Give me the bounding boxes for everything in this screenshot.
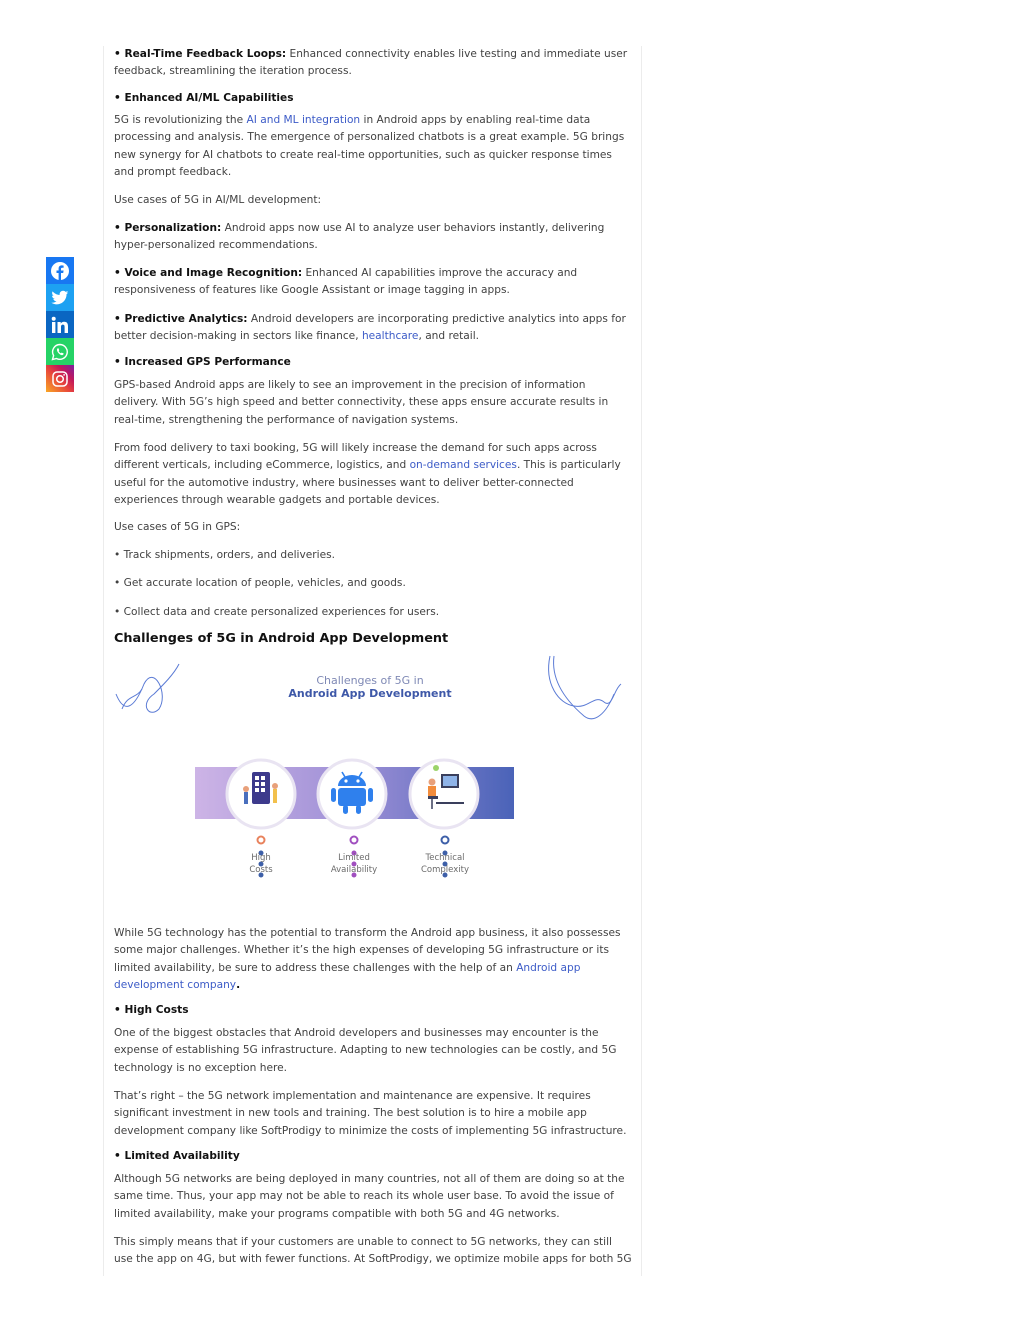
limited-availability-paragraph-1: Although 5G networks are being deployed in many countries, not all of them are doing so at the same time. Thus, your app may not be able to reach its whole user base. To avoid the issue of limited availability, make your programs compatible with both 5G and 4G networks. <box>114 1173 625 1220</box>
infographic-title-line1: Challenges of 5G in <box>316 674 424 687</box>
high-costs-paragraph-2: That’s right – the 5G network implementation and maintenance are expensive. It requires significant investment in new tools and training. The best solution is to hire a mobile app development company like SoftProdigy to minimize the costs of implementing 5G infrastructure. <box>114 1090 627 1137</box>
linkedin-share-button[interactable] <box>46 311 74 338</box>
gps-bullet-2: • Get accurate location of people, vehicles, and goods. <box>114 577 406 589</box>
gps-heading: • Increased GPS Performance <box>114 356 291 368</box>
gps-bullet-3: • Collect data and create personalized experiences for users. <box>114 606 440 618</box>
decor-squiggle-right-2 <box>554 656 614 719</box>
limited-availability-heading: • Limited Availability <box>114 1150 240 1162</box>
high-costs-paragraph-1: One of the biggest obstacles that Android developers and businesses may encounter is the expense of establishing 5G infrastructure. Adapting to new technologies can be costly, and 5G technology is no exception here. <box>114 1027 617 1074</box>
twitter-icon <box>51 290 69 306</box>
social-share-bar <box>46 257 74 392</box>
on-demand-services-link[interactable]: on-demand services <box>409 459 517 472</box>
healthcare-link[interactable]: healthcare <box>361 330 419 343</box>
gps-paragraph-2: From food delivery to taxi booking, 5G will likely increase the demand for such apps across different verticals, including eCommerce, logistics, and on-demand services. This is particularly useful for the automotive industry, where businesses want to deliver better-connected experiences through wearable gadgets and portable devices. <box>114 442 621 506</box>
linkedin-icon <box>51 316 69 334</box>
gps-bullet-1: • Track shipments, orders, and deliveries. <box>114 549 335 561</box>
challenges-intro: While 5G technology has the potential to transform the Android app business, it also possesses some major challenges. Whether it’s the high expenses of developing 5G infrastructure or its limited availability, be sure to address these challenges with the help of an Android app development company. <box>114 927 621 991</box>
decor-squiggle-right <box>549 656 621 706</box>
infographic-title-line2: Android App Development <box>288 687 452 700</box>
gps-use-cases-intro: Use cases of 5G in GPS: <box>114 521 241 533</box>
content-border-left <box>103 46 104 1276</box>
challenges-section-title: Challenges of 5G in Android App Development <box>114 631 449 646</box>
realtime-feedback-item <box>114 46 632 81</box>
whatsapp-icon <box>51 343 69 361</box>
limited-availability-paragraph-2: This simply means that if your customers are unable to connect to 5G networks, they can still use the app on 4G, but with fewer functions. At SoftProdigy, we optimize mobile apps for both 5G <box>114 1236 632 1266</box>
instagram-icon <box>51 370 69 388</box>
facebook-share-button[interactable] <box>46 257 74 284</box>
realtime-feedback-label: • Real-Time Feedback Loops: <box>114 48 287 60</box>
ai-ml-integration-link[interactable]: AI and ML integration <box>246 114 361 126</box>
content-border-right <box>641 46 642 1276</box>
limited-availability-label: Limited Availability <box>330 853 378 875</box>
realtime-feedback-text: Enhanced connectivity enables live testing and immediate user feedback, streamlining the iteration process. <box>114 48 628 78</box>
predictive-analytics-item: • Predictive Analytics: Android developers are incorporating predictive analytics into apps for better decision-making in sectors like finance, healthcare, and retail. <box>114 313 626 343</box>
twitter-share-button[interactable] <box>46 284 74 311</box>
instagram-share-button[interactable] <box>46 365 74 392</box>
android-app-development-company-link[interactable]: Android app development company <box>114 961 581 991</box>
decor-squiggle-left <box>116 664 179 712</box>
technical-complexity-circle <box>410 760 478 828</box>
voice-image-recognition-item: • Voice and Image Recognition: Enhanced AI capabilities improve the accuracy and responsiveness of features like Google Assistant or image tagging in apps. <box>114 267 578 297</box>
personalization-item: • Personalization: Android apps now use AI to analyze user behaviors instantly, delivering hyper-personalized recommendations. <box>114 222 605 252</box>
high-costs-heading: • High Costs <box>114 1004 189 1016</box>
high-costs-label: High Costs <box>249 853 273 875</box>
facebook-icon <box>50 261 70 281</box>
aiml-heading: • Enhanced AI/ML Capabilities <box>114 92 294 104</box>
technical-complexity-label: Technical Complexity <box>420 853 469 875</box>
whatsapp-share-button[interactable] <box>46 338 74 365</box>
infographic-labels <box>114 852 624 892</box>
gps-paragraph-1: GPS-based Android apps are likely to see an improvement in the precision of information delivery. With 5G’s high speed and better connectivity, these apps ensure accurate results in real-time, strengthening the performance of navigation systems. <box>114 379 609 426</box>
aiml-paragraph: 5G is revolutionizing the AI and ML integration in Android apps by enabling real-time data processing and analysis. The emergence of personalized chatbots is a great example. 5G brings new synergy for AI chatbots to create real-time opportunities, such as quicker response times and prompt feedback. <box>114 114 625 178</box>
aiml-use-cases-intro: Use cases of 5G in AI/ML development: <box>114 194 322 206</box>
